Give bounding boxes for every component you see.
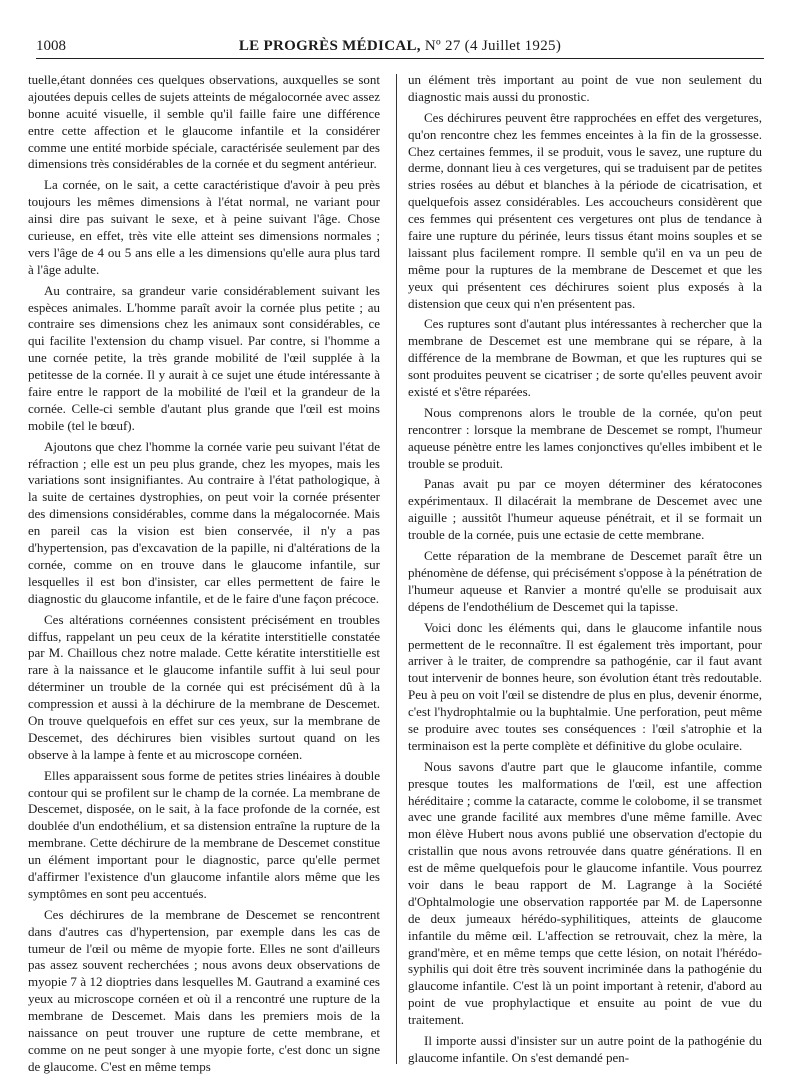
paragraph: Au contraire, sa grandeur varie considérablement suivant les espèces animales. L'homme paraît avoir la cornée plus petite ; au contraire ses dimensions chez les animaux sont considérables, ce qui facilite l'extension du champ visuel. Par contre, si l'homme a une cornée petite, la très grande mobilité de l'œil supplée à la petitesse de la cornée. Il y aurait à ce sujet une étude intéressante à faire entre le rapport de la mobilité de l'œil et la grandeur de la cornée. Celle-ci semble d'autant plus grande que l'œil est moins mobile (tel le bœuf). bbox=[28, 282, 380, 433]
paragraph: Elles apparaissent sous forme de petites stries linéaires à double contour qui se profilent sur le champ de la cornée. La membrane de Descemet, disposée, on le sait, à la face profonde de la cornée, est doublée d'un endothélium, et sa distension entraîne la rupture de la membrane. Cette déchirure de la membrane de Descemet constitue un élément important pour le diagnostic, parce qu'elle permet d'affirmer l'existence d'un glaucome infantile alors même que les symptômes en sont peu accentués. bbox=[28, 767, 380, 901]
paragraph: Nous comprenons alors le trouble de la cornée, qu'on peut rencontrer : lorsque la membrane de Descemet se rompt, l'humeur aqueuse pénètre entre les lames conjonctives qu'elles imbibent et le trouble se produit. bbox=[408, 404, 762, 471]
page-number: 1008 bbox=[36, 38, 66, 54]
left-column bbox=[28, 72, 380, 1080]
journal-name: LE PROGRÈS MÉDICAL, bbox=[238, 38, 421, 54]
paragraph: Ces déchirures peuvent être rapprochées en effet des vergetures, qu'on rencontre chez les femmes enceintes à la fin de la grossesse. Chez certaines femmes, il se produit, vous le savez, une rupture du derme, donnant lieu à ces vergetures, qui se traduisent par de petites stries rosées au début et blanches à la période de cicatrisation, et quelquefois assez considérables. Les accoucheurs considèrent que ces femmes qui présentent ces vergetures ont plus de tendance à faire une rupture du périnée, leurs tissus étant moins souples et se laissant plus facilement rompre. Il semble qu'il en va un peu de même pour la ruptures de la membrane de Descemet et que les yeux qui présentent ces déchirures soient plus exposés à la distension que ceux qui n'en présentent pas. bbox=[408, 109, 762, 311]
paragraph: Il importe aussi d'insister sur un autre point de la pathogénie du glaucome infantile. On s'est demandé pen- bbox=[408, 1032, 762, 1065]
right-column bbox=[408, 72, 762, 1071]
paragraph: Ces altérations cornéennes consistent précisément en troubles diffus, rappelant un peu ceux de la kératite interstitielle constatée par M. Chaillous chez notre malade. Cette kératite interstitielle est rare à la naissance et le glaucome infantile suffit à lui seul pour déterminer un trouble de la cornée qui est précisément dû à la compression et aussi à la déchirure de la membrane de Descemet. On trouve quelquefois en effet sur ces yeux, sur la membrane de Descemet, des déchirures bien visibles surtout quand on les observe à la lampe à fente et au microscope cornéen. bbox=[28, 611, 380, 762]
paragraph: Panas avait pu par ce moyen déterminer des kératocones expérimentaux. Il dilacérait la membrane de Descemet avec une aiguille ; aussitôt l'humeur aqueuse pénétrait, et il se formait un trouble de la cornée, puis une ectasie de cette membrane. bbox=[408, 476, 762, 543]
paragraph: La cornée, on le sait, a cette caractéristique d'avoir à peu près toujours les mêmes dimensions à l'état normal, ne variant pour ainsi dire pas suivant le sexe, et à peine suivant l'âge. Chose curieuse, en effet, très vite elle atteint ses dimensions normales ; vers l'âge de 4 ou 5 ans elle a les dimensions qu'elle aura plus tard à l'âge adulte. bbox=[28, 177, 380, 277]
issue-info: Nº 27 (4 Juillet 1925) bbox=[424, 38, 562, 54]
paragraph: Cette réparation de la membrane de Descemet paraît être un phénomène de défense, qui précisément s'oppose à la pénétration de l'humeur aqueuse et Ranvier a montré qu'elle se produisait aux dépens de l'endothélium de Descemet qui la tapisse. bbox=[408, 548, 762, 614]
paragraph: Voici donc les éléments qui, dans le glaucome infantile nous permettent de le reconnaître. Il est également très important, pour arriver à le traiter, de comprendre sa pathogénie, car il faut avant tout intervenir de bonnes heure, son évolution étant très redoutable. Peu à peu on voit l'œil se distendre de plus en plus, devenir énorme, c'est l'hydrophtalmie ou la buphtalmie. Une perforation, peut même se produire avec toutes ses conséquences : l'œil s'atrophie et la terminaison est la perte complète et définitive du globe oculaire. bbox=[408, 619, 762, 753]
paragraph: Ces déchirures de la membrane de Descemet se rencontrent dans d'autres cas d'hypertension, par exemple dans les cas de tumeur de l'œil ou même de myopie forte. Elles ne sont d'ailleurs pas assez souvent recherchées ; nous avons deux observations de myopie 7 à 12 dioptries dans lesquelles M. Gautrand a examiné ces yeux au microscope cornéen et où il a rencontré une rupture de la membrane de Descemet. Mais dans les premiers mois de la naissance on peut trouver une rupture de cette membrane, et comme on ne peut songer à une myopie forte, c'est donc un signe de glaucome. C'est en même temps bbox=[28, 906, 380, 1074]
column-divider bbox=[396, 74, 397, 1064]
paragraph: Ces ruptures sont d'autant plus intéressantes à rechercher que la membrane de Descemet est une membrane qui se répare, à la différence de la membrane de Bowman, et que les ruptures qui se sont produites peuvent se cicatriser ; de sorte qu'elles peuvent avoir existé et s'être réparées. bbox=[408, 316, 762, 400]
paragraph: Ajoutons que chez l'homme la cornée varie peu suivant l'état de réfraction ; elle est un peu plus grande, chez les myopes, mais les variations sont insignifiantes. Au contraire à l'état pathologique, à la suite de certaines dystrophies, on peut voir la cornée présenter des dimensions considérables, comme dans la mégalocornée. Mais en pareil cas la vision est bien conservée, il n'y a pas d'hypertension, pas d'excavation de la papille, ni d'altérations de la cornée, comme on en trouve dans le glaucome infantile, sur lesquelles il est bon d'insister, car elles permettent de faire le diagnostic du glaucome infantile, et de le faire d'une façon précoce. bbox=[28, 438, 380, 606]
paragraph: tuelle,étant données ces quelques observations, auxquelles se sont ajoutées depuis celles de sujets atteints de mégalocornée avec assez bonne acuité visuelle, il semble qu'il faille faire une différence entre cette affection et le glaucome infantile et la considérer comme une entité morbide spéciale, caractérisée seulement par des dimensions très considérables de la cornée et du segment antérieur. bbox=[28, 72, 380, 172]
page-header bbox=[36, 36, 764, 59]
running-title bbox=[36, 38, 764, 55]
paragraph: un élément très important au point de vue non seulement du diagnostic mais aussi du pronostic. bbox=[408, 72, 762, 104]
paragraph: Nous savons d'autre part que le glaucome infantile, comme presque toutes les malformations de l'œil, est une affection héréditaire ; comme la cataracte, comme le colobome, il se transmet avec une grande facilité aux membres d'une même famille. Avec mon élève Hubert nous avons publié une observation d'ectopie du cristallin que nous avons retrouvée dans quatre générations. Il en est de même quelquefois pour le glaucome infantile. Vous pourrez voir dans le beau rapport de M. Lagrange à la Société d'Ophtalmologie une observation rapportée par M. de Lapersonne de deux jumeaux hérédo-syphilitiques, atteints de glaucome infantile du même œil. L'affection se retrouvait, chez la mère, la grand'mère, et en même temps que cette lésion, on notait l'hérédo-syphilis qui doit être très souvent incriminée dans la pathogénie du glaucome infantile. C'est là un point important à retenir, d'abord au point de vue prophylactique et ensuite au point de vue du traitement. bbox=[408, 758, 762, 1028]
